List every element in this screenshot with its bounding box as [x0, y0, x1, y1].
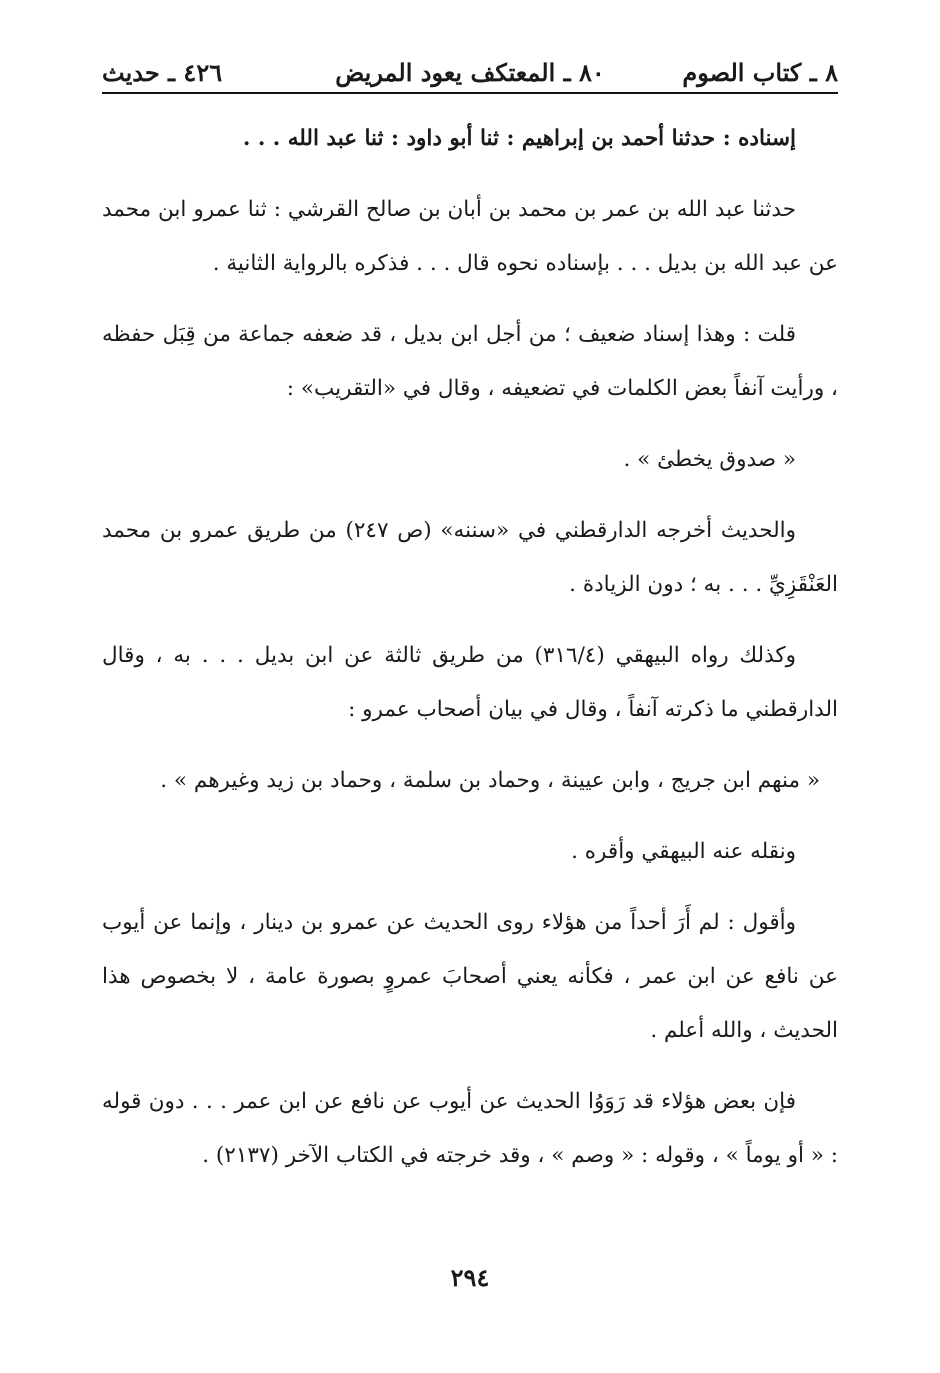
paragraph: حدثنا عبد الله بن عمر بن محمد بن أبان بن صالح القرشي : ثنا عمرو ابن محمد عن عبد الله بن بديل . . . بإسناده نحوه قال . . . فذكره بالرواية الثانية .: [102, 197, 838, 276]
header-section: ٨٠ ـ المعتكف يعود المريض: [335, 58, 605, 87]
page-number: ٢٩٤: [450, 1263, 490, 1292]
paragraph: ونقله عنه البيهقي وأقره .: [571, 839, 796, 864]
paragraph: قلت : وهذا إسناد ضعيف ؛ من أجل ابن بديل ، قد ضعفه جماعة من قِبَل حفظه ، ورأيت آنفاً بعض الكلمات في تضعيفه ، وقال في «التقريب» :: [102, 322, 838, 401]
page-body: [102, 112, 838, 1200]
header-chapter: ٨ ـ كتاب الصوم: [682, 58, 838, 87]
paragraph: وكذلك رواه البيهقي (٣١٦/٤) من طريق ثالثة عن ابن بديل . . . به ، وقال الدارقطني ما ذكرته آنفاً ، وقال في بيان أصحاب عمرو :: [102, 643, 838, 722]
paragraph-isnad: إسناده : حدثنا أحمد بن إبراهيم : ثنا أبو داود : ثنا عبد الله . . .: [242, 126, 796, 151]
paragraph: فإن بعض هؤلاء قد رَوَوُا الحديث عن أيوب عن نافع عن ابن عمر . . . دون قوله : « أو يوماً » ، وقوله : « وصم » ، وقد خرجته في الكتاب الآخر (٢١٣٧) .: [102, 1089, 838, 1168]
header-divider: [102, 92, 838, 94]
quote-paragraph: « صدوق يخطئ » .: [623, 447, 796, 472]
paragraph: وأقول : لم أَرَ أحداً من هؤلاء روى الحديث عن عمرو بن دينار ، وإنما عن أيوب عن نافع عن ابن عمر ، فكأنه يعني أصحابَ عمروٍ بصورة عامة ، لا بخصوص هذا الحديث ، والله أعلم .: [102, 910, 838, 1043]
quote-paragraph: « منهم ابن جريج ، وابن عيينة ، وحماد بن سلمة ، وحماد بن زيد وغيرهم » .: [160, 768, 820, 793]
paragraph: والحديث أخرجه الدارقطني في «سننه» (ص ٢٤٧) من طريق عمرو بن محمد العَنْقَزِيِّ . . . به ؛ دون الزيادة .: [102, 518, 838, 597]
header-hadith-number: ٤٢٦ ـ حديث: [102, 58, 223, 87]
running-header: [102, 52, 838, 92]
